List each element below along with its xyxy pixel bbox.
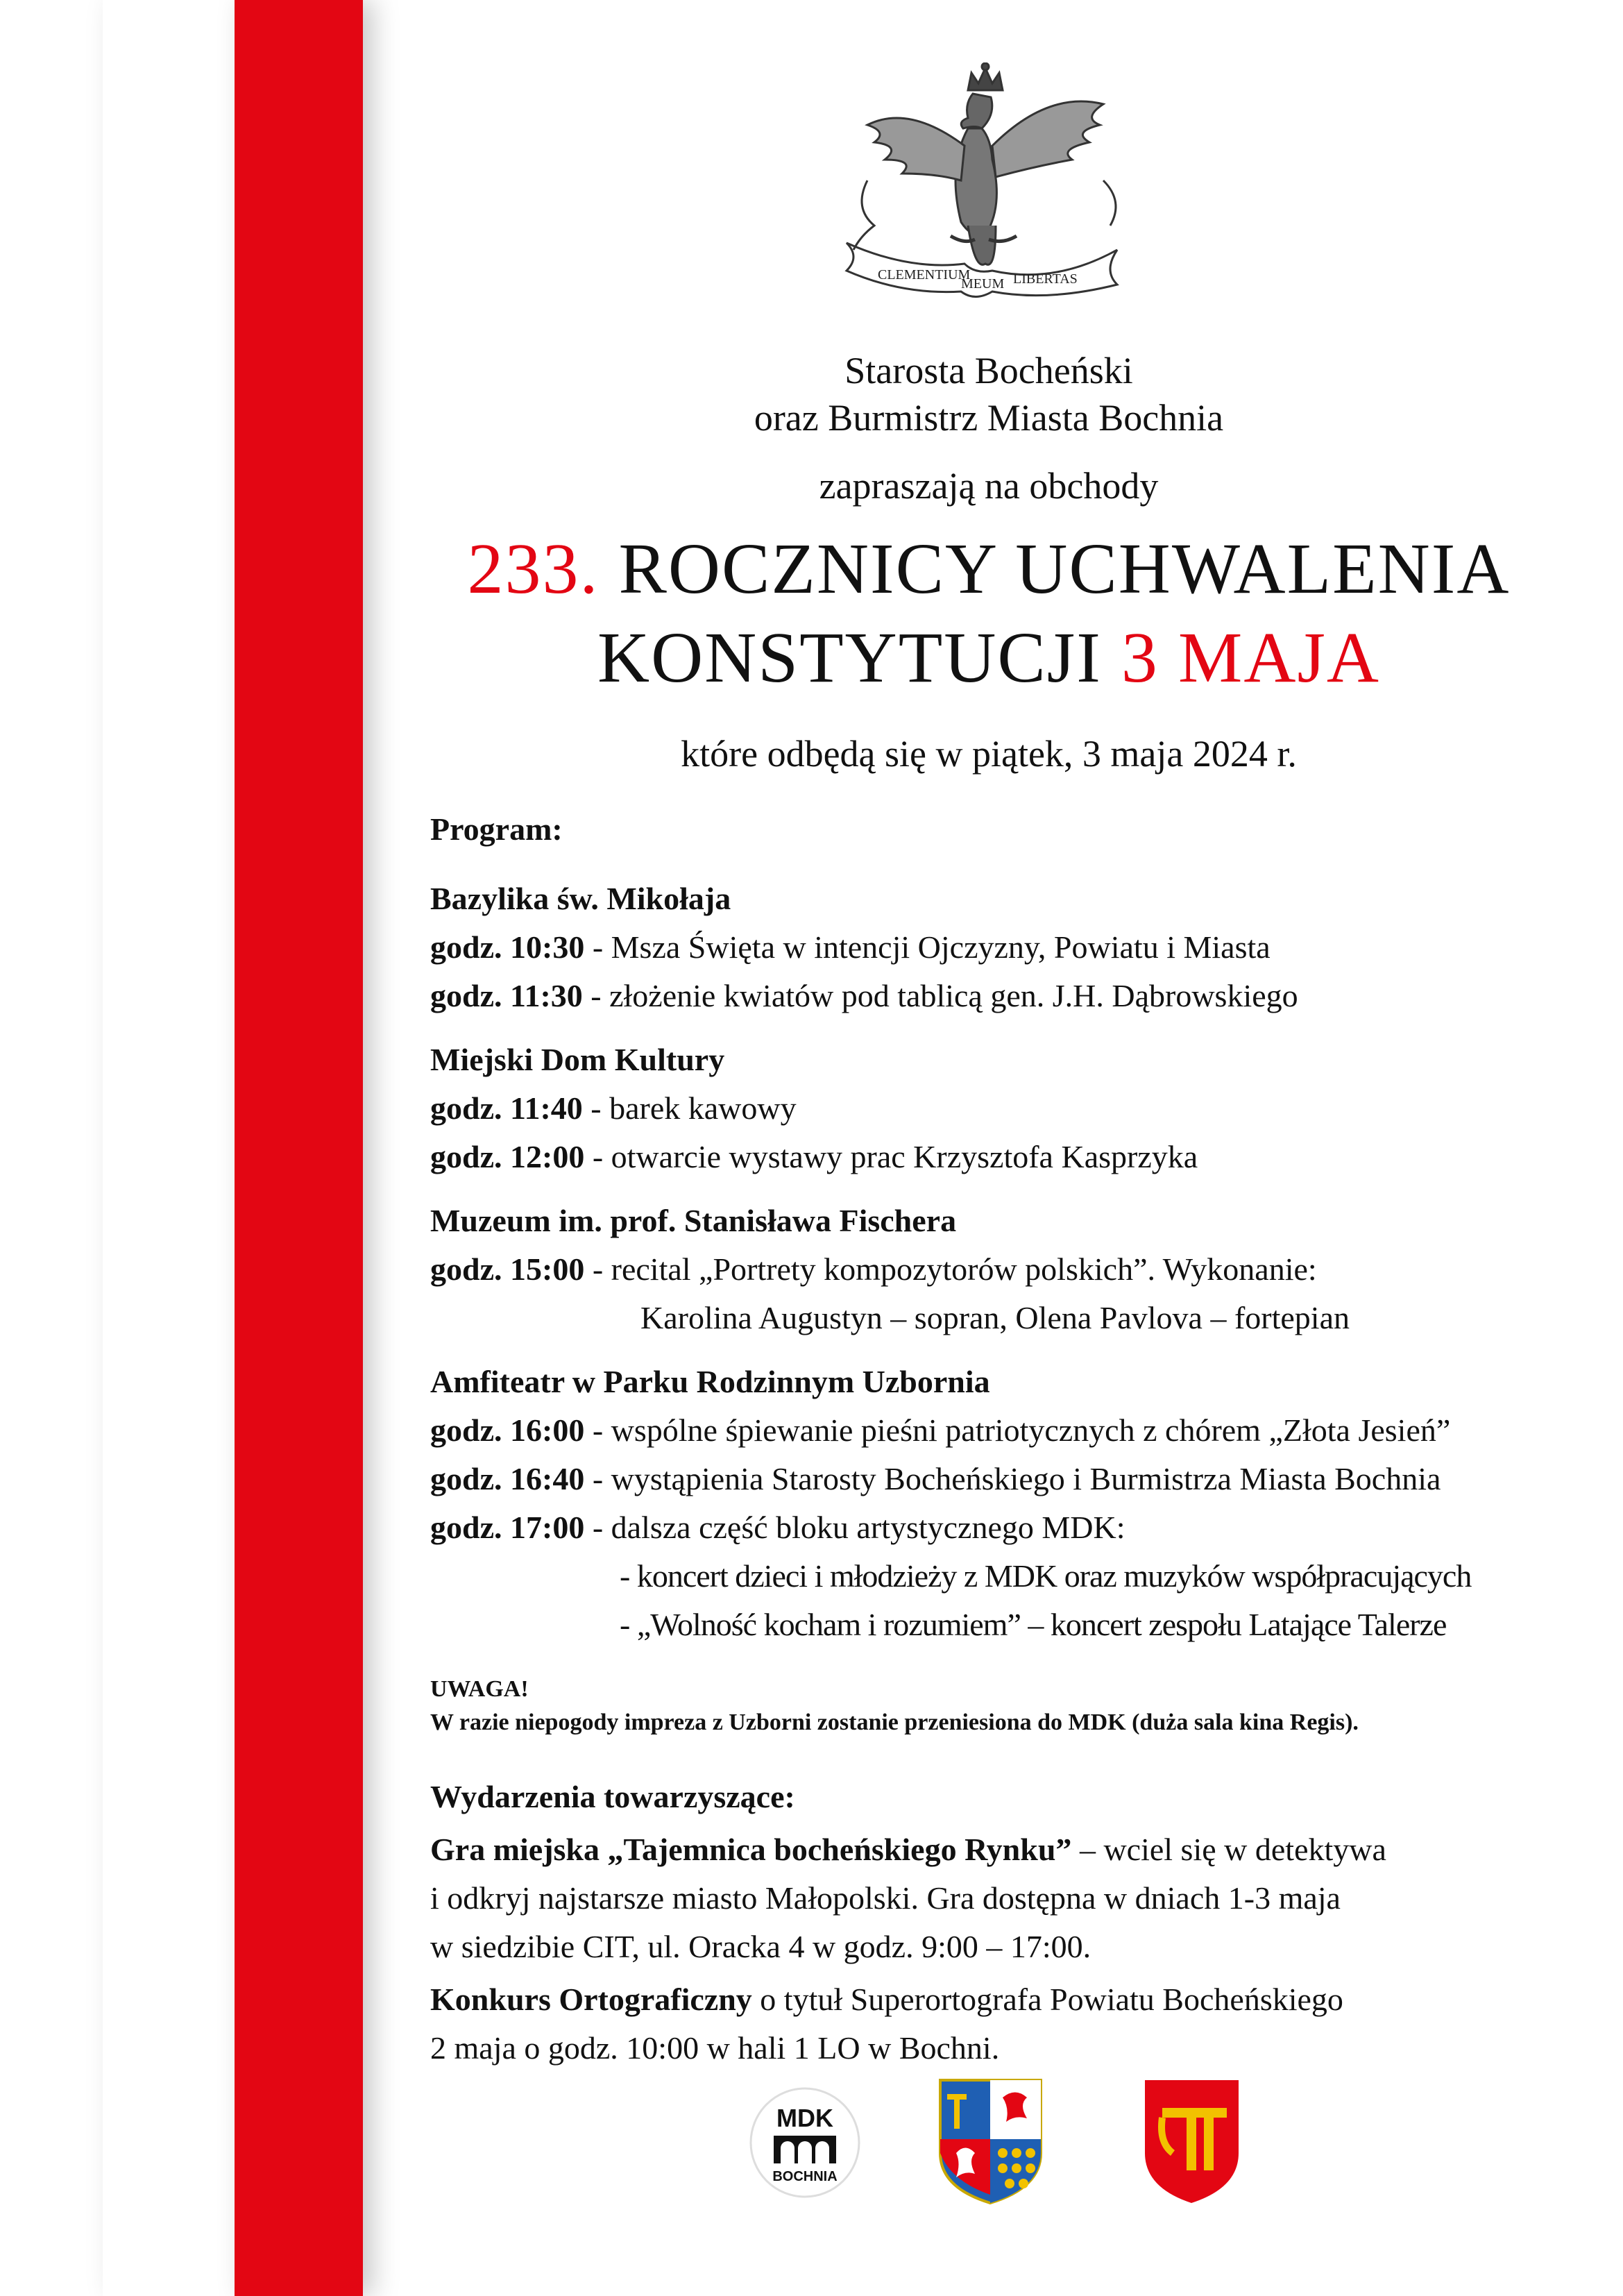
motto-word-2: MEUM	[961, 276, 1005, 292]
item-text: - barek kawowy	[582, 1090, 797, 1126]
item-time: godz. 11:30	[430, 978, 583, 1013]
invitation-header	[389, 347, 1589, 777]
side-events-heading: Wydarzenia towarzyszące:	[430, 1779, 795, 1814]
program-item	[430, 1133, 1582, 1181]
venue-heading: Amfiteatr w Parku Rodzinnym Uzbornia	[430, 1364, 990, 1399]
venue-heading: Muzeum im. prof. Stanisława Fischera	[430, 1203, 957, 1238]
program-item	[430, 1455, 1582, 1503]
item-time: godz. 12:00	[430, 1139, 585, 1174]
inviter-line-1: Starosta Bocheński	[844, 350, 1133, 391]
sub-item: - „Wolność kocham i rozumiem” – koncert zespołu Latające Talerze	[620, 1607, 1447, 1642]
item-time: godz. 11:40	[430, 1090, 583, 1126]
item-time: godz. 16:40	[430, 1461, 585, 1496]
bochnia-coat-of-arms-icon	[1141, 2077, 1242, 2205]
event-date-line: które odbędą się w piątek, 3 maja 2024 r.	[681, 733, 1297, 775]
item-time: godz. 15:00	[430, 1251, 585, 1287]
mdk-logo-city: BOCHNIA	[772, 2169, 838, 2184]
city-game-title: Gra miejska „Tajemnica bocheńskiego Rynku”	[430, 1832, 1072, 1867]
inviter-line-2: oraz Burmistrz Miasta Bochnia	[754, 397, 1224, 439]
item-text: - dalsza część bloku artystycznego MDK:	[584, 1510, 1125, 1545]
venue-heading: Bazylika św. Mikołaja	[430, 881, 731, 916]
program-item	[430, 972, 1582, 1020]
item-text: - wystąpienia Starosty Bocheńskiego i Burmistrza Miasta Bochnia	[584, 1461, 1441, 1496]
powiat-coat-of-arms-icon	[937, 2077, 1044, 2205]
event-title-line-2	[389, 614, 1589, 702]
contest-text: o tytuł Superortografa Powiatu Bocheńskiego	[751, 1982, 1343, 2017]
title-text-1: ROCZNICY UCHWALENIA	[618, 529, 1511, 609]
program-section	[430, 805, 1582, 2073]
contest-line-1	[430, 1975, 1582, 2024]
flag-stripe-white	[103, 0, 235, 2296]
item-text: - recital „Portrety kompozytorów polskich”. Wykonanie:	[584, 1251, 1317, 1287]
city-game-line-1	[430, 1825, 1582, 1874]
item-time: godz. 17:00	[430, 1510, 585, 1545]
program-item	[430, 1245, 1582, 1294]
weather-notice	[430, 1673, 1582, 1739]
title-date: 3 MAJA	[1121, 618, 1381, 698]
event-title-line-1	[389, 525, 1589, 614]
contest-title: Konkurs Ortograficzny	[430, 1982, 752, 2017]
notice-title: UWAGA!	[430, 1676, 529, 1702]
sponsor-logos	[0, 2077, 1623, 2209]
city-game-text: – wciel się w detektywa	[1071, 1832, 1386, 1867]
sub-item: - koncert dzieci i młodzieży z MDK oraz muzyków współpracujących	[620, 1558, 1472, 1594]
program-item	[430, 1406, 1582, 1455]
mdk-logo-text: MDK	[776, 2104, 833, 2132]
performers-line: Karolina Augustyn – sopran, Olena Pavlova – fortepian	[640, 1300, 1350, 1335]
venue-heading: Miejski Dom Kultury	[430, 1042, 725, 1077]
item-text: - otwarcie wystawy prac Krzysztofa Kasprzyka	[584, 1139, 1198, 1174]
program-heading: Program:	[430, 811, 563, 847]
mdk-bochnia-logo	[749, 2084, 860, 2202]
program-item	[430, 923, 1582, 972]
invite-line: zapraszają na obchody	[819, 465, 1159, 507]
program-item	[430, 1084, 1582, 1133]
eagle-emblem-icon	[826, 62, 1145, 326]
contest-line-2: 2 maja o godz. 10:00 w hali 1 LO w Bochni.	[430, 2030, 1000, 2066]
title-text-2: KONSTYTUCJI	[597, 618, 1102, 698]
item-time: godz. 10:30	[430, 929, 585, 965]
item-text: - wspólne śpiewanie pieśni patriotycznych z chórem „Złota Jesień”	[584, 1412, 1451, 1448]
item-text: - Msza Święta w intencji Ojczyzny, Powiatu i Miasta	[584, 929, 1271, 965]
city-game-line-3: w siedzibie CIT, ul. Oracka 4 w godz. 9:00 – 17:00.	[430, 1929, 1091, 1964]
program-item	[430, 1503, 1582, 1552]
flag-stripe-red	[235, 0, 363, 2296]
item-time: godz. 16:00	[430, 1412, 585, 1448]
notice-text: W razie niepogody impreza z Uzborni zostanie przeniesiona do MDK (duża sala kina Regis).	[430, 1710, 1359, 1735]
city-game-line-2: i odkryj najstarsze miasto Małopolski. Gra dostępna w dniach 1-3 maja	[430, 1880, 1341, 1916]
anniversary-number: 233.	[467, 529, 600, 609]
item-text: - złożenie kwiatów pod tablicą gen. J.H. Dąbrowskiego	[582, 978, 1298, 1013]
motto-word-1: CLEMENTIUM	[878, 267, 971, 282]
motto-word-3: LIBERTAS	[1013, 271, 1078, 287]
